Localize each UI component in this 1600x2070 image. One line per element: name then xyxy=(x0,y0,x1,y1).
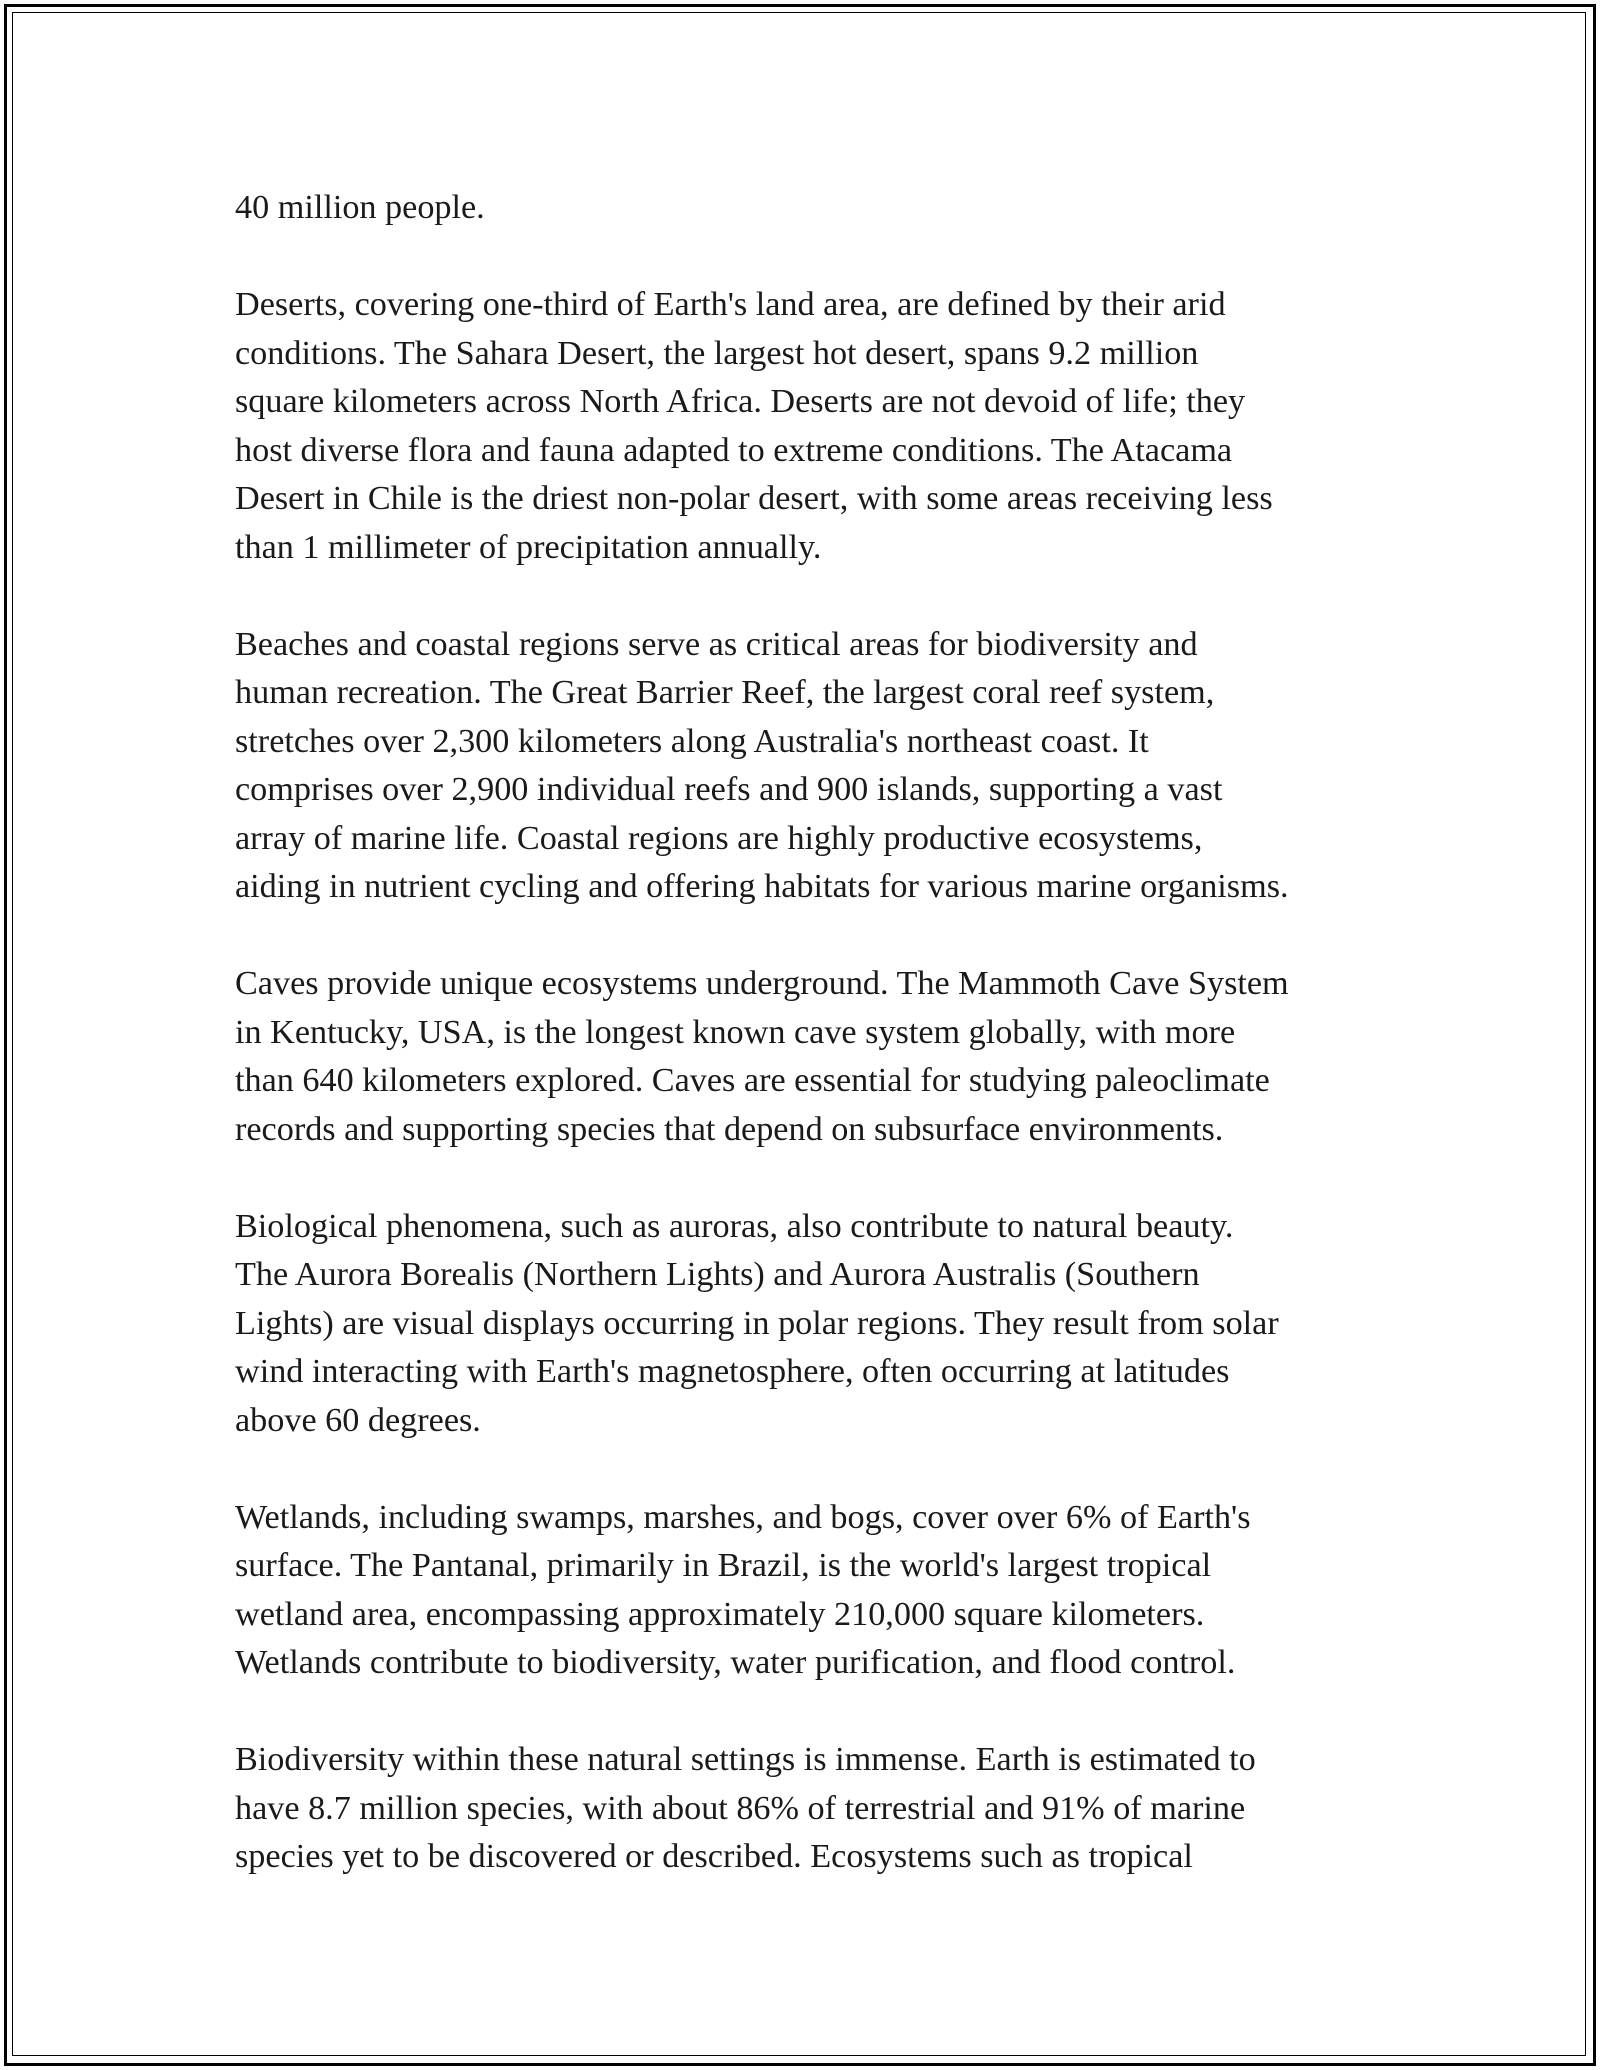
text-line: human recreation. The Great Barrier Reef, the largest coral reef system, xyxy=(235,674,1215,711)
paragraph-gap xyxy=(235,1445,1385,1494)
paragraph-biodiversity xyxy=(235,1736,1385,1882)
document-body xyxy=(235,184,1385,1882)
text-line: comprises over 2,900 individual reefs and 900 islands, supporting a vast xyxy=(235,771,1223,808)
paragraph-caves xyxy=(235,960,1385,1154)
text-line: in Kentucky, USA, is the longest known cave system globally, with more xyxy=(235,1013,1236,1051)
text-line: 40 million people. xyxy=(235,189,485,226)
text-line: wetland area, encompassing approximately 210,000 square kilometers. xyxy=(235,1595,1205,1633)
text-line: records and supporting species that depend on subsurface environments. xyxy=(235,1110,1224,1148)
paragraph-gap xyxy=(235,1154,1385,1203)
text-line: Caves provide unique ecosystems underground. The Mammoth Cave System xyxy=(235,965,1289,1002)
text-line: conditions. The Sahara Desert, the largest hot desert, spans 9.2 million xyxy=(235,334,1199,372)
text-line: Lights) are visual displays occurring in polar regions. They result from solar xyxy=(235,1304,1279,1342)
text-line: surface. The Pantanal, primarily in Brazil, is the world's largest tropical xyxy=(235,1547,1212,1584)
text-line: Deserts, covering one-third of Earth's land area, are defined by their arid xyxy=(235,286,1226,323)
text-line: Wetlands contribute to biodiversity, water purification, and flood control. xyxy=(235,1644,1236,1681)
paragraph-deserts xyxy=(235,281,1385,572)
text-line: Biodiversity within these natural settings is immense. Earth is estimated to xyxy=(235,1741,1256,1778)
paragraph-beaches xyxy=(235,621,1385,912)
text-line: wind interacting with Earth's magnetosphere, often occurring at latitudes xyxy=(235,1353,1230,1390)
text-line: aiding in nutrient cycling and offering habitats for various marine organisms. xyxy=(235,868,1289,905)
paragraph-auroras xyxy=(235,1203,1385,1446)
paragraph-gap xyxy=(235,572,1385,621)
text-line: square kilometers across North Africa. Deserts are not devoid of life; they xyxy=(235,383,1246,420)
paragraph-gap xyxy=(235,1688,1385,1737)
text-line: Wetlands, including swamps, marshes, and bogs, cover over 6% of Earth's xyxy=(235,1498,1251,1536)
text-line: species yet to be discovered or described. Ecosystems such as tropical xyxy=(235,1838,1193,1875)
text-line: stretches over 2,300 kilometers along Australia's northeast coast. It xyxy=(235,722,1149,760)
paragraph-gap xyxy=(235,912,1385,961)
paragraph-gap xyxy=(235,233,1385,282)
text-line: Desert in Chile is the driest non-polar desert, with some areas receiving less xyxy=(235,480,1273,517)
text-line: host diverse flora and fauna adapted to extreme conditions. The Atacama xyxy=(235,431,1233,469)
text-line: array of marine life. Coastal regions are highly productive ecosystems, xyxy=(235,819,1203,857)
paragraph-wetlands xyxy=(235,1494,1385,1688)
text-line: than 1 millimeter of precipitation annually. xyxy=(235,528,822,566)
text-line: The Aurora Borealis (Northern Lights) and Aurora Australis (Southern xyxy=(235,1256,1200,1293)
text-line: Biological phenomena, such as auroras, also contribute to natural beauty. xyxy=(235,1207,1234,1245)
text-line: above 60 degrees. xyxy=(235,1401,481,1439)
text-line: than 640 kilometers explored. Caves are essential for studying paleoclimate xyxy=(235,1062,1270,1099)
text-line: have 8.7 million species, with about 86% of terrestrial and 91% of marine xyxy=(235,1789,1246,1827)
paragraph-continuation xyxy=(235,184,1385,233)
text-line: Beaches and coastal regions serve as critical areas for biodiversity and xyxy=(235,625,1198,663)
